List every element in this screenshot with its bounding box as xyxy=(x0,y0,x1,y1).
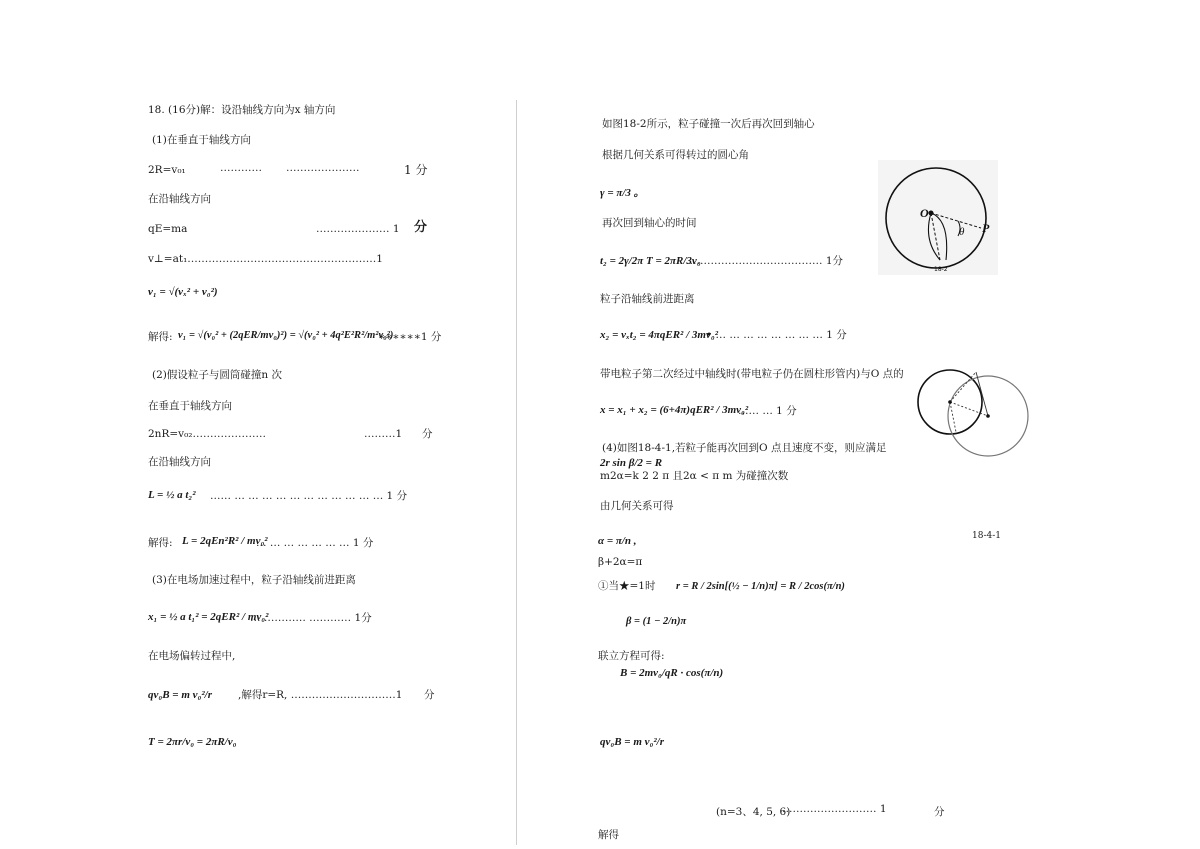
dots-leader: ………1 xyxy=(364,428,403,440)
geometry-relation-label: 由几何关系可得 xyxy=(600,500,674,512)
return-time-label: 再次回到轴心的时间 xyxy=(602,217,697,229)
eq-2nr: 2nR=v₀₂………………… xyxy=(148,428,266,440)
part2-label: (2)假设粒子与圆筒碰撞n 次 xyxy=(152,369,282,381)
solve-r: ,解得r=R, …………………………1 xyxy=(238,689,403,701)
eq-v1-solution: v₁ = √(v₀² + (2qER/mv₀)²) = √(v₀² + 4q²E²R²/m²v₀²) xyxy=(178,330,394,341)
score: 分 xyxy=(414,220,428,235)
eq-B: B = 2mv₀/qR · cos(π/n) xyxy=(620,667,724,679)
eq-x-total: x = x₁ + x₂ = (6+4π)qER² / 3mv₀² xyxy=(600,404,749,416)
solve-label: 解得: xyxy=(148,331,173,343)
eq-v-at1: v⊥=at₁………………………………………………1 xyxy=(148,253,383,265)
column-divider xyxy=(516,100,517,845)
dots-leader: … … … … … … … 1 分 xyxy=(256,537,374,549)
solve-label: 解得 xyxy=(598,829,619,841)
trajectory-center xyxy=(986,414,990,418)
eq-beta: β+2α=π xyxy=(598,556,643,568)
center-point-o xyxy=(948,400,952,404)
score: 1 分 xyxy=(404,163,428,177)
chord-line xyxy=(976,372,988,416)
eq-x1: x₁ = ½ a t₁² = 2qER² / mv₀² xyxy=(148,611,269,623)
axis-direction-label: 在沿轴线方向 xyxy=(148,193,211,205)
score: 分 xyxy=(424,689,435,701)
eq-period: T = 2πr/v₀ = 2πR/v₀ xyxy=(148,736,237,748)
radius-line xyxy=(950,372,976,402)
figure-18-4-1 xyxy=(916,362,1036,462)
score: 分 xyxy=(422,428,433,440)
dots-leader: ………………………………… 1分 xyxy=(686,255,844,267)
fig-18-2-text: 如图18-2所示，粒子碰撞一次后再次回到轴心 xyxy=(602,118,815,130)
eq-L: L = ½ a t₂² xyxy=(148,489,196,501)
dots-leader: ……………………… 1 xyxy=(782,803,887,815)
advance-label: 粒子沿轴线前进距离 xyxy=(600,293,695,305)
dots-leader: • … … … … … … … … 1 分 xyxy=(706,329,847,341)
problem-heading: 18. (16分)解：设沿轴线方向为x 轴方向 xyxy=(148,104,336,116)
radius-line xyxy=(950,402,956,432)
label-p: P xyxy=(982,221,990,235)
score: 分 xyxy=(934,806,945,818)
eq-qe-ma: qE=ma xyxy=(148,223,188,235)
eq-x2: x₂ = vₓt₂ = 4πqER² / 3mv₀² xyxy=(600,329,718,341)
eq-v1: v₁ = √(vₓ² + v₀²) xyxy=(148,286,218,298)
eq-beta-value: β = (1 − 2/n)π xyxy=(626,616,687,627)
eq-sin-condition: 2r sin β/2 = R xyxy=(600,457,663,469)
score: ∗∗∗∗∗∗1 分 xyxy=(378,331,442,343)
case-label: ①当★=1时 xyxy=(598,580,656,592)
eq-alpha: α = π/n , xyxy=(598,535,637,547)
solve-label: 解得: xyxy=(148,537,173,549)
eq-2r-v01: 2R=v₀₁ xyxy=(148,164,186,176)
dots-leader: ………… xyxy=(220,162,262,174)
combine-label: 联立方程可得: xyxy=(598,650,665,662)
second-pass-text: 带电粒子第二次经过中轴线时(带电粒子仍在圆柱形管内)与O 点的 xyxy=(600,368,904,380)
axis-direction-label: 在沿轴线方向 xyxy=(148,456,211,468)
part4-text: (4)如图18-4-1,若粒子能再次回到O 点且速度不变，则应满足 xyxy=(602,442,887,454)
part3-label: (3)在电场加速过程中，粒子沿轴线前进距离 xyxy=(152,574,356,586)
dots-leader: …… … … … … … … … … … … … 1 分 xyxy=(210,490,408,502)
eq-r-radius: r = R / 2sin[(½ − 1/n)π] = R / 2cos(π/n) xyxy=(676,581,845,592)
perpendicular-label: 在垂直于轴线方向 xyxy=(148,400,232,412)
n-range: (n=3、4, 5, 6) xyxy=(716,806,791,818)
dots-leader: … ………… ………… 1分 xyxy=(250,612,372,624)
figure-label: 18-4-1 xyxy=(972,531,1001,541)
deflection-label: 在电场偏转过程中, xyxy=(148,650,236,662)
dots-leader: …… … 1 分 xyxy=(738,405,797,417)
label-o: O xyxy=(920,206,929,220)
eq-lorentz: qv₀B = m v₀²/r xyxy=(148,689,212,701)
eq-gamma: γ = π/3 。 xyxy=(600,187,645,199)
figure-caption: 18-2 xyxy=(934,266,948,273)
dots-leader: ………………… xyxy=(286,162,360,174)
collision-count-text: m2α=k 2 2 π 且2α < π m 为碰撞次数 xyxy=(600,470,789,482)
dots-leader: ………………… 1 xyxy=(316,223,400,235)
part1-label: (1)在垂直于轴线方向 xyxy=(152,134,251,146)
geometry-text: 根据几何关系可得转过的圆心角 xyxy=(602,149,749,161)
eq-L-solution: L = 2qEn²R² / mv₀² xyxy=(182,535,268,547)
eq-t2: t₂ = 2γ/2π T = 2πR/3v₀ xyxy=(600,255,701,267)
figure-18-2 xyxy=(878,160,998,275)
label-theta: θ xyxy=(959,226,965,238)
eq-lorentz-2: qv₀B = m v₀²/r xyxy=(600,736,664,748)
